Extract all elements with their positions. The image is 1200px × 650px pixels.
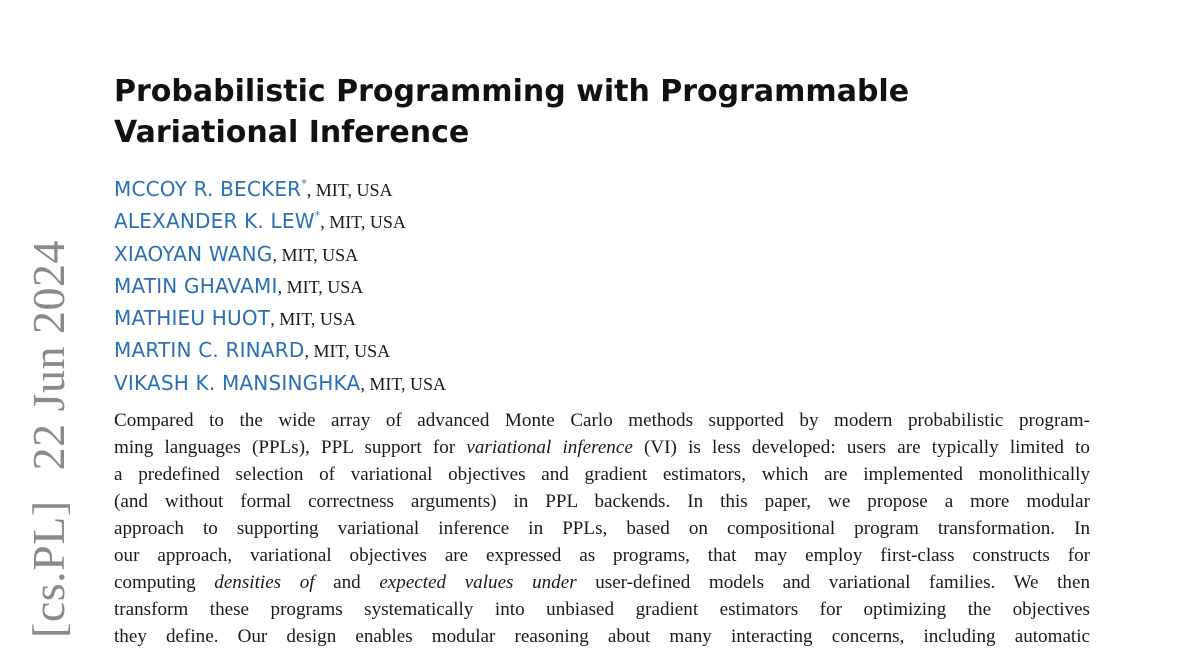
author-name-link[interactable]: MATIN GHAVAMI <box>114 273 278 298</box>
abstract-line: they define. Our design enables modular reasoning about many interacting concerns, including automatic <box>114 626 1090 647</box>
abstract-line: Compared to the wide array of advanced Monte Carlo methods supported by modern probabilistic program- <box>114 410 1090 431</box>
author-entry <box>114 265 446 297</box>
paper-title-line-2: Variational Inference <box>114 115 470 150</box>
author-name-link[interactable]: VIKASH K. MANSINGHKA <box>114 370 361 395</box>
author-affiliation: , MIT, USA <box>306 180 393 200</box>
abstract-text: user-defined models and variational families. We then <box>576 572 1090 593</box>
abstract-text: and <box>314 572 380 593</box>
arxiv-category: [cs.PL] <box>23 500 74 638</box>
arxiv-date: 22 Jun 2024 <box>23 239 74 471</box>
abstract-line <box>114 434 1090 461</box>
paper-title-line-1: Probabilistic Programming with Programmable <box>114 74 910 109</box>
abstract-text: ming languages (PPLs), PPL support for <box>114 437 467 458</box>
abstract-text: (VI) is less developed: users are typically limited to <box>632 437 1090 458</box>
abstract-line: a predefined selection of variational objectives and gradient estimators, which are implemented monolithically <box>114 464 1090 485</box>
abstract-line: our approach, variational objectives are expressed as programs, that may employ first-class constructs for <box>114 545 1090 566</box>
emphasized-term: expected values under <box>379 572 577 593</box>
author-name-link[interactable]: XIAOYAN WANG <box>114 241 273 266</box>
equal-contribution-marker: * <box>314 209 321 223</box>
author-affiliation: , MIT, USA <box>304 341 391 362</box>
emphasized-term: variational inference <box>466 437 633 458</box>
abstract-line: approach to supporting variational inference in PPLs, based on compositional program transformation. In <box>114 518 1090 539</box>
author-entry <box>114 200 446 232</box>
equal-contribution-marker: * <box>301 177 307 190</box>
author-affiliation: , MIT, USA <box>270 309 356 330</box>
author-entry <box>114 297 446 329</box>
author-entry <box>114 329 446 361</box>
author-affiliation: , MIT, USA <box>277 276 364 297</box>
author-name-link[interactable]: MATHIEU HUOT <box>114 306 271 331</box>
author-name-link[interactable]: MARTIN C. RINARD <box>114 338 305 363</box>
author-name-link[interactable]: MCCOY R. BECKER <box>114 177 302 201</box>
author-list <box>114 168 446 394</box>
author-affiliation: , MIT, USA <box>320 212 406 233</box>
author-entry <box>114 362 446 394</box>
author-entry <box>114 168 446 200</box>
author-affiliation: , MIT, USA <box>360 373 447 394</box>
author-entry <box>114 233 446 265</box>
paper-title <box>114 71 1014 153</box>
author-name-link[interactable]: ALEXANDER K. LEW <box>114 209 315 234</box>
abstract-paragraph <box>114 407 1090 650</box>
arxiv-identifier-stamp <box>23 239 74 638</box>
abstract-text: computing <box>114 572 215 593</box>
emphasized-term: densities of <box>214 572 315 593</box>
author-affiliation: , MIT, USA <box>272 244 359 265</box>
abstract-line: transform these programs systematically into unbiased gradient estimators for optimizing the objectives <box>114 599 1090 620</box>
abstract-line: (and without formal correctness arguments) in PPL backends. In this paper, we propose a more modular <box>114 491 1090 512</box>
abstract-line <box>114 569 1090 596</box>
